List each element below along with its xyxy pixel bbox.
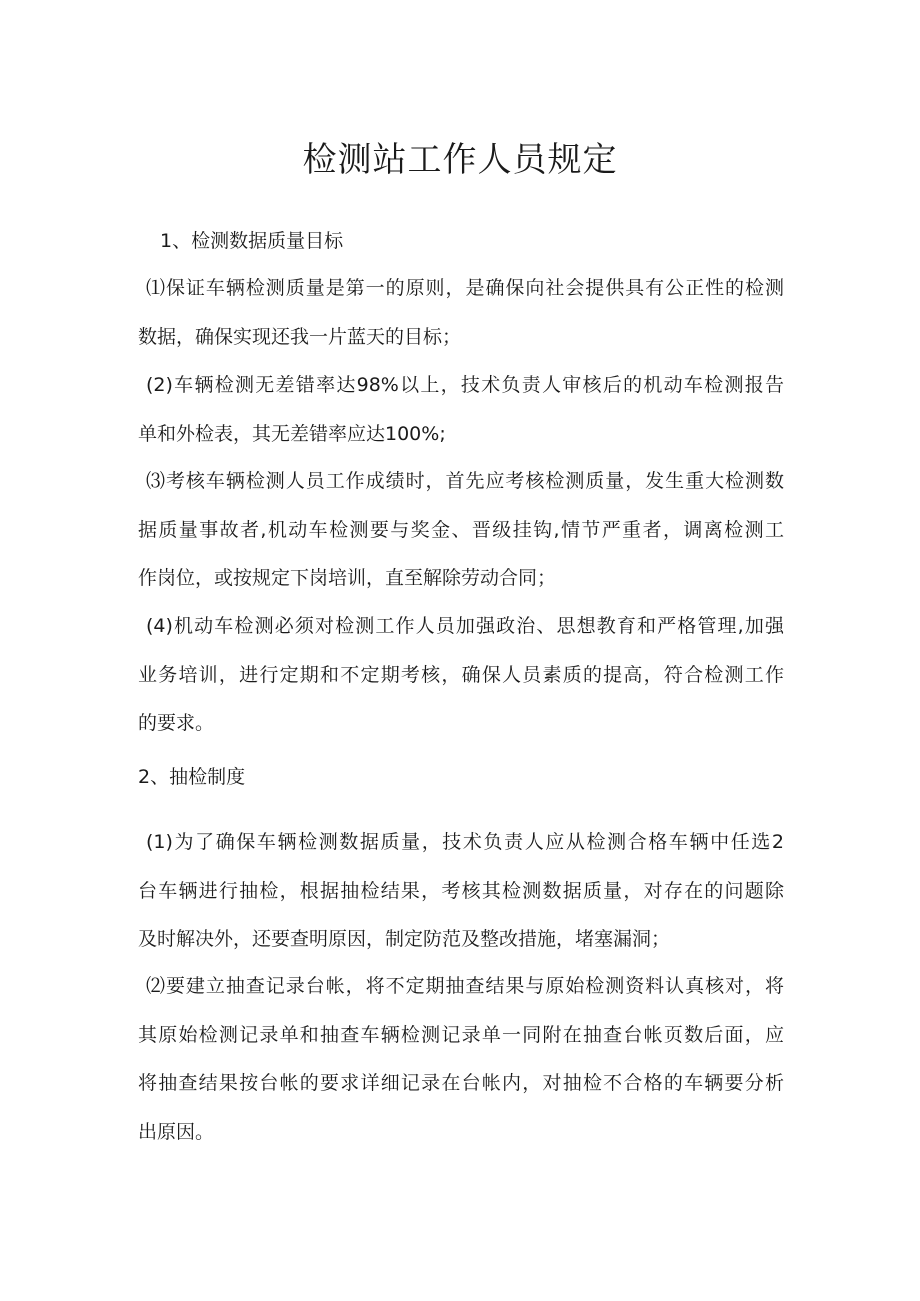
section-heading: 1、检测数据质量目标 xyxy=(160,230,344,252)
paragraph xyxy=(138,361,784,458)
paragraph xyxy=(138,457,784,603)
paragraph-line: 据质量事故者,机动车检测要与奖金、晋级挂钩,情节严重者，调离检测工 xyxy=(138,518,784,541)
paragraph-line: (2)车辆检测无差错率达98%以上，技术负责人审核后的机动车检测报告 xyxy=(146,374,784,396)
paragraph-line: 单和外检表，其无差错率应达100%; xyxy=(138,422,446,445)
document-title: 检测站工作人员规定 xyxy=(302,140,618,180)
paragraph-line: ⑵要建立抽查记录台帐，将不定期抽查结果与原始检测资料认真核对，将 xyxy=(146,975,784,997)
paragraph-line: (4)机动车检测必须对检测工作人员加强政治、思想教育和严格管理,加强 xyxy=(146,615,784,637)
paragraph xyxy=(138,818,784,964)
paragraph-line: 及时解决外，还要查明原因，制定防范及整改措施，堵塞漏洞； xyxy=(138,928,671,950)
paragraph xyxy=(138,962,784,1156)
paragraph-line: 的要求。 xyxy=(138,712,215,734)
paragraph-line: 数据，确保实现还我一片蓝天的目标； xyxy=(138,325,462,348)
paragraph-line: 作岗位，或按规定下岗培训，直至解除劳动合同； xyxy=(138,567,557,589)
paragraph xyxy=(138,264,784,361)
paragraph-line: 将抽查结果按台帐的要求详细记录在台帐内，对抽检不合格的车辆要分析 xyxy=(138,1072,784,1094)
section-heading: 2、抽检制度 xyxy=(138,766,246,788)
paragraph-line: 出原因。 xyxy=(138,1120,215,1143)
paragraph-line: ⑴保证车辆检测质量是第一的原则，是确保向社会提供具有公正性的检测 xyxy=(146,277,784,299)
paragraph-line: 业务培训，进行定期和不定期考核，确保人员素质的提高，符合检测工作 xyxy=(138,663,784,686)
paragraph-line: (1)为了确保车辆检测数据质量，技术负责人应从检测合格车辆中任选2 xyxy=(146,831,784,853)
paragraph-line: 台车辆进行抽检，根据抽检结果，考核其检测数据质量，对存在的问题除 xyxy=(138,879,784,902)
paragraph-line: ⑶考核车辆检测人员工作成绩时，首先应考核检测质量，发生重大检测数 xyxy=(146,470,784,492)
paragraph xyxy=(138,602,784,748)
paragraph-line: 其原始检测记录单和抽查车辆检测记录单一同附在抽查台帐页数后面，应 xyxy=(138,1023,784,1046)
